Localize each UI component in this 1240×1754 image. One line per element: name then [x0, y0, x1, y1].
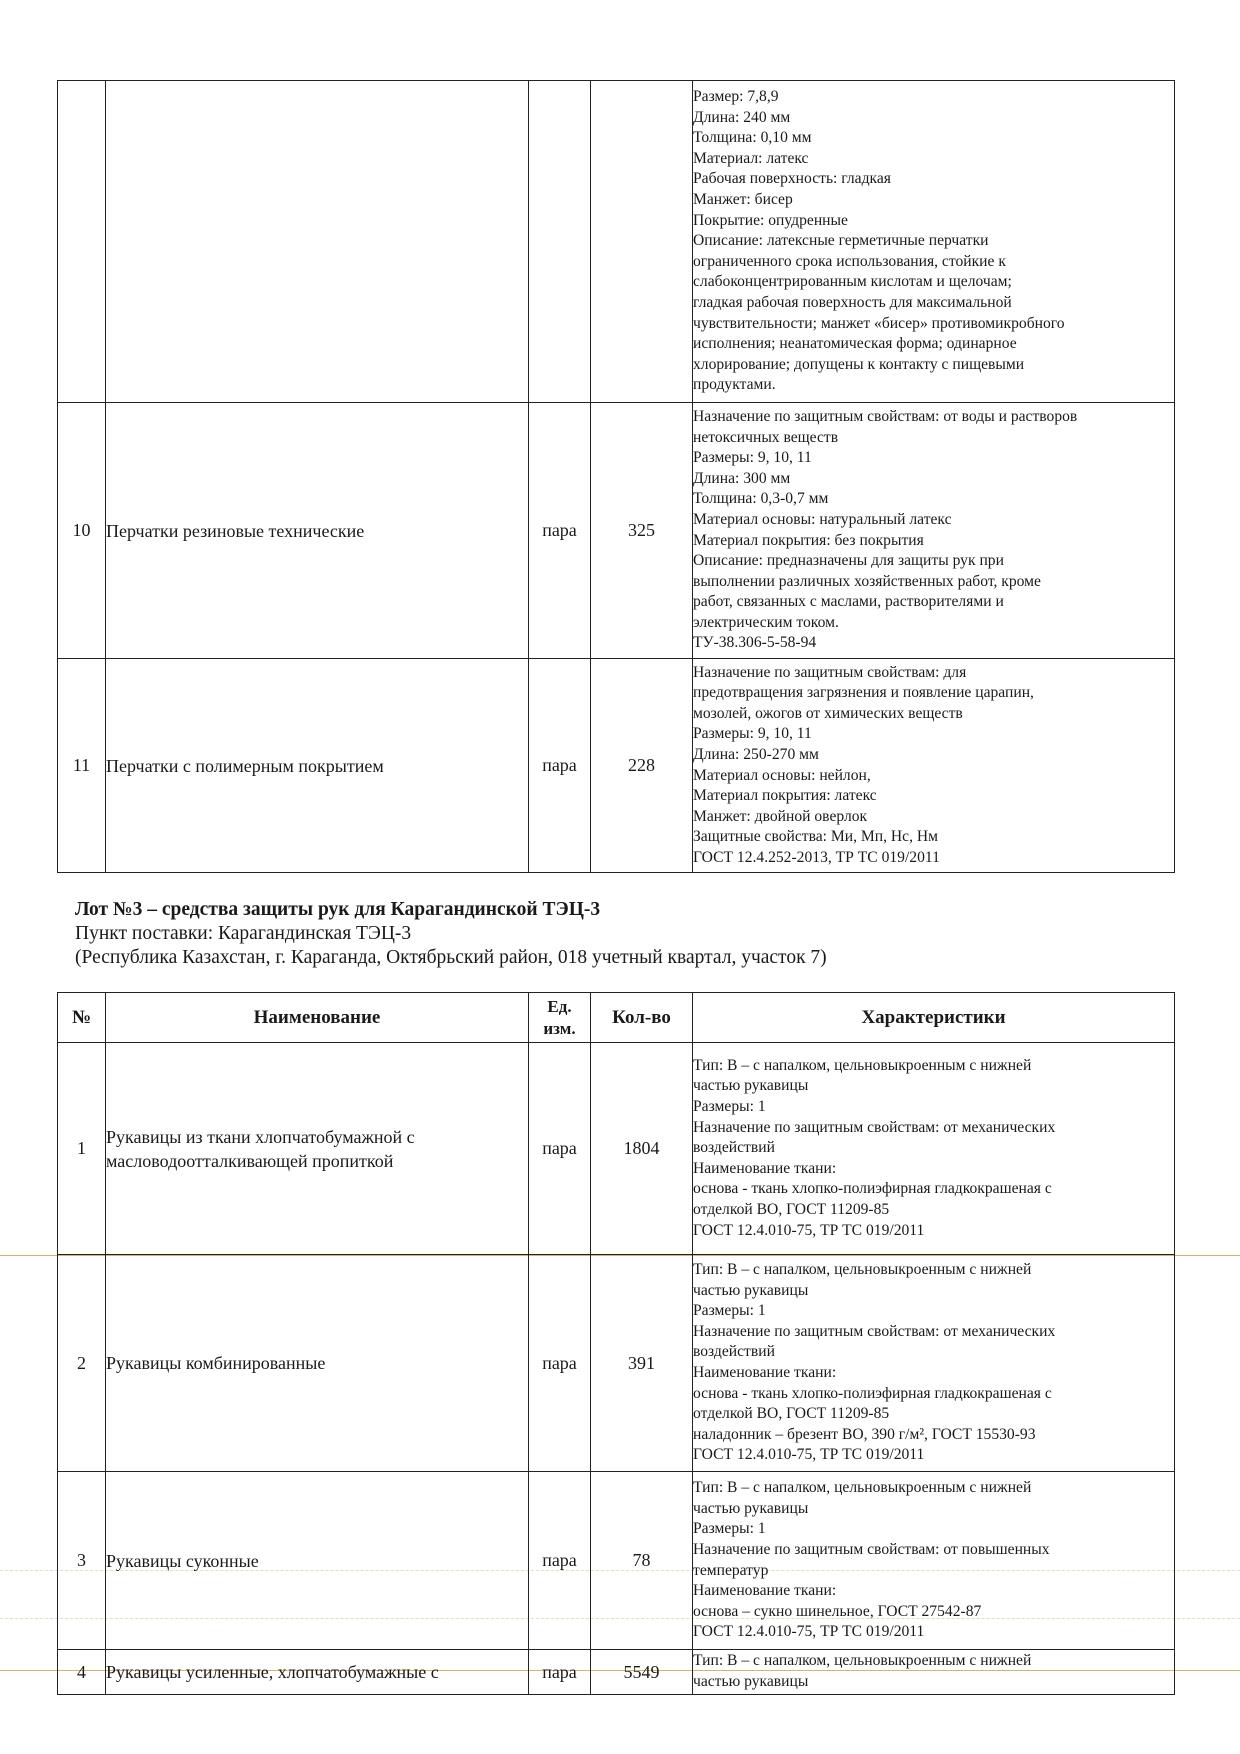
char-line: Тип: В – с напалком, цельновыкроенным с нижней: [693, 1479, 1032, 1497]
char-line: Материал основы: нейлон,: [693, 766, 871, 784]
char-line: частью рукавицы: [693, 1281, 809, 1299]
item-characteristics: [693, 659, 1175, 873]
char-line: выполнении различных хозяйственных работ, кроме: [693, 572, 1041, 590]
char-line: Материал основы: натуральный латекс: [693, 510, 952, 528]
row-number: 1: [58, 1043, 106, 1255]
char-line: основа - ткань хлопко-полиэфирная гладкокрашеная с: [693, 1180, 1052, 1198]
char-line: Материал покрытия: латекс: [693, 787, 877, 805]
char-line: Размеры: 9, 10, 11: [693, 449, 812, 467]
item-quantity: 325: [591, 403, 693, 659]
header-unit-line: изм.: [543, 1018, 576, 1038]
char-line: наладонник – брезент ВО, 390 г/м², ГОСТ 15530-93: [693, 1425, 1036, 1443]
char-line: Тип: В – с напалком, цельновыкроенным с нижней: [693, 1056, 1032, 1074]
char-line: Манжет: двойной оверлок: [693, 807, 868, 825]
char-line: ГОСТ 12.4.010-75, ТР ТС 019/2011: [693, 1623, 925, 1641]
item-unit: пара: [529, 1255, 591, 1472]
char-line: хлорирование; допущены к контакту с пищевыми: [693, 355, 1025, 373]
item-characteristics: [693, 81, 1175, 403]
char-line: основа - ткань хлопко-полиэфирная гладкокрашеная с: [693, 1384, 1052, 1402]
item-quantity: 5549: [591, 1650, 693, 1695]
char-line: Размеры: 1: [693, 1302, 766, 1320]
delivery-point: Пункт поставки: Карагандинская ТЭЦ-3: [75, 923, 412, 944]
item-unit: [529, 81, 591, 403]
char-line: Назначение по защитным свойствам: от воды и растворов: [693, 407, 1078, 425]
char-line: Размер: 7,8,9: [693, 88, 779, 106]
item-characteristics: [693, 1650, 1175, 1695]
char-line: слабоконцентрированным кислотам и щелочам;: [693, 273, 1012, 291]
char-line: Материал покрытия: без покрытия: [693, 531, 924, 549]
char-line: Покрытие: опудренные: [693, 211, 848, 229]
item-quantity: [591, 81, 693, 403]
item-name: Перчатки с полимерным покрытием: [106, 659, 529, 873]
char-line: чувствительности; манжет «бисер» противомикробного: [693, 314, 1065, 332]
char-line: отделкой ВО, ГОСТ 11209-85: [693, 1200, 890, 1218]
header-number: №: [58, 993, 106, 1043]
item-quantity: 1804: [591, 1043, 693, 1255]
table-header-row: [58, 993, 1175, 1043]
item-name: Перчатки резиновые технические: [106, 403, 529, 659]
row-number: 3: [58, 1472, 106, 1650]
item-quantity: 391: [591, 1255, 693, 1472]
char-line: гладкая рабочая поверхность для максимальной: [693, 293, 1012, 311]
char-line: Описание: предназначены для защиты рук при: [693, 552, 1004, 570]
char-line: электрическим током.: [693, 613, 839, 631]
table-row: [58, 659, 1175, 873]
table-row: [58, 1043, 1175, 1255]
char-line: Назначение по защитным свойствам: от механических: [693, 1118, 1056, 1136]
item-unit: пара: [529, 1043, 591, 1255]
item-name: Рукавицы комбинированные: [106, 1255, 529, 1472]
row-number: [58, 81, 106, 403]
lot-section: [75, 898, 827, 970]
char-line: Защитные свойства: Ми, Мп, Нс, Нм: [693, 828, 939, 846]
char-line: температур: [693, 1561, 769, 1579]
char-line: Наименование ткани:: [693, 1159, 837, 1177]
char-line: ограниченного срока использования, стойкие к: [693, 252, 1006, 270]
char-line: работ, связанных с маслами, растворителями и: [693, 593, 1004, 611]
item-unit: пара: [529, 1472, 591, 1650]
row-number: 2: [58, 1255, 106, 1472]
item-characteristics: [693, 1255, 1175, 1472]
char-line: отделкой ВО, ГОСТ 11209-85: [693, 1405, 890, 1423]
header-unit: [529, 993, 591, 1043]
char-line: Толщина: 0,10 мм: [693, 129, 812, 147]
item-name: [106, 81, 529, 403]
table-row: [58, 403, 1175, 659]
char-line: Описание: латексные герметичные перчатки: [693, 232, 989, 250]
header-unit-line: Ед.: [547, 996, 572, 1016]
char-line: предотвращения загрязнения и появление царапин,: [693, 684, 1034, 702]
table-row: [58, 1650, 1175, 1695]
char-line: Размеры: 9, 10, 11: [693, 725, 812, 743]
item-characteristics: [693, 403, 1175, 659]
delivery-address: (Республика Казахстан, г. Караганда, Октябрьский район, 018 учетный квартал, участок 7): [75, 947, 827, 968]
char-line: частью рукавицы: [693, 1499, 809, 1517]
item-unit: пара: [529, 1650, 591, 1695]
item-characteristics: [693, 1472, 1175, 1650]
row-number: 4: [58, 1650, 106, 1695]
item-unit: пара: [529, 659, 591, 873]
item-name: Рукавицы из ткани хлопчатобумажной с масловодоотталкивающей пропиткой: [106, 1043, 529, 1255]
char-line: частью рукавицы: [693, 1673, 809, 1690]
table-row: [58, 1472, 1175, 1650]
char-line: Наименование ткани:: [693, 1582, 837, 1600]
item-quantity: 78: [591, 1472, 693, 1650]
char-line: ТУ-38.306-5-58-94: [693, 634, 817, 652]
char-line: Назначение по защитным свойствам: для: [693, 663, 967, 681]
char-line: продуктами.: [693, 376, 776, 394]
char-line: Длина: 240 мм: [693, 108, 791, 126]
char-line: Наименование ткани:: [693, 1364, 837, 1381]
char-line: воздействий: [693, 1343, 775, 1361]
char-line: Размеры: 1: [693, 1520, 766, 1538]
item-name: Рукавицы суконные: [106, 1472, 529, 1650]
char-line: ГОСТ 12.4.252-2013, ТР ТС 019/2011: [693, 848, 940, 866]
header-quantity: Кол-во: [591, 993, 693, 1043]
header-characteristics: Характеристики: [693, 993, 1175, 1043]
lot3-table: [57, 992, 1175, 1695]
table-row: [58, 81, 1175, 403]
char-line: Назначение по защитным свойствам: от механических: [693, 1322, 1056, 1340]
table-row: [58, 1255, 1175, 1472]
item-quantity: 228: [591, 659, 693, 873]
header-name: Наименование: [106, 993, 529, 1043]
row-number: 10: [58, 403, 106, 659]
char-line: Длина: 250-270 мм: [693, 745, 819, 763]
item-characteristics: [693, 1043, 1175, 1255]
char-line: Назначение по защитным свойствам: от повышенных: [693, 1540, 1050, 1558]
char-line: Размеры: 1: [693, 1098, 766, 1116]
row-number: 11: [58, 659, 106, 873]
char-line: Рабочая поверхность: гладкая: [693, 170, 891, 188]
char-line: нетоксичных веществ: [693, 428, 839, 446]
char-line: Толщина: 0,3-0,7 мм: [693, 490, 829, 508]
char-line: Манжет: бисер: [693, 191, 793, 209]
char-line: Тип: В – с напалком, цельновыкроенным с нижней: [693, 1652, 1032, 1670]
char-line: исполнения; неанатомическая форма; одинарное: [693, 335, 1017, 353]
char-line: основа – сукно шинельное, ГОСТ 27542-87: [693, 1602, 982, 1620]
char-line: воздействий: [693, 1139, 775, 1157]
item-unit: пара: [529, 403, 591, 659]
char-line: мозолей, ожогов от химических веществ: [693, 704, 963, 722]
char-line: Материал: латекс: [693, 149, 809, 167]
char-line: ГОСТ 12.4.010-75, ТР ТС 019/2011: [693, 1446, 925, 1464]
char-line: Тип: В – с напалком, цельновыкроенным с нижней: [693, 1261, 1032, 1279]
item-name: Рукавицы усиленные, хлопчатобумажные с: [106, 1650, 529, 1695]
lot-title: Лот №3 – средства защиты рук для Карагандинской ТЭЦ-3: [75, 899, 601, 920]
char-line: частью рукавицы: [693, 1077, 809, 1095]
char-line: ГОСТ 12.4.010-75, ТР ТС 019/2011: [693, 1221, 925, 1239]
char-line: Длина: 300 мм: [693, 469, 791, 487]
continuation-table: [57, 80, 1175, 873]
